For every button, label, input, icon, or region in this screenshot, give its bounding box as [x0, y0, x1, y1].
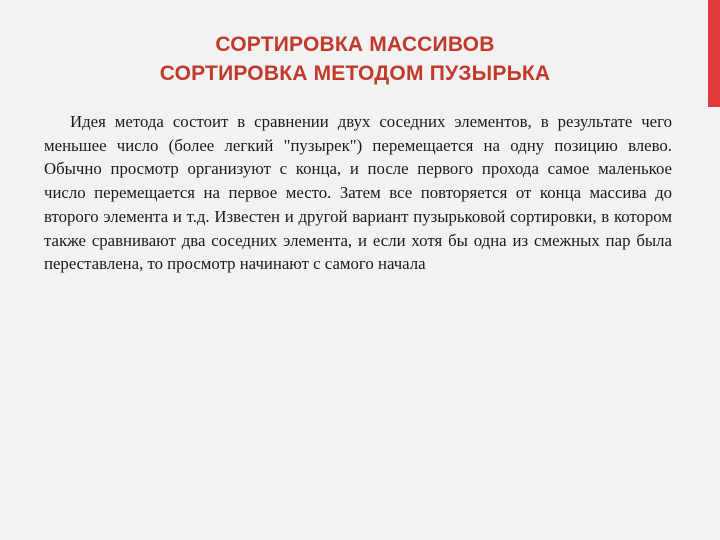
title-line-1: СОРТИРОВКА МАССИВОВ: [215, 33, 495, 56]
slide-title: [40, 30, 670, 88]
body-paragraph: Идея метода состоит в сравнении двух соседних элементов, в результате чего меньшее число (более легкий "пузырек") перемещается на одну позицию влево. Обычно просмотр организуют с конца, и после первого прохода самое маленькое число перемещается на первое место. Затем все повторяется от конца массива до второго элемента и т.д. Известен и другой вариант пузырьковой сортировки, в котором также сравнивают два соседних элемента, и если хотя бы одна из смежных пар была переставлена, то просмотр начинают с самого начала: [44, 112, 672, 274]
title-line-2: СОРТИРОВКА МЕТОДОМ ПУЗЫРЬКА: [159, 62, 551, 85]
accent-bar: [708, 0, 720, 107]
